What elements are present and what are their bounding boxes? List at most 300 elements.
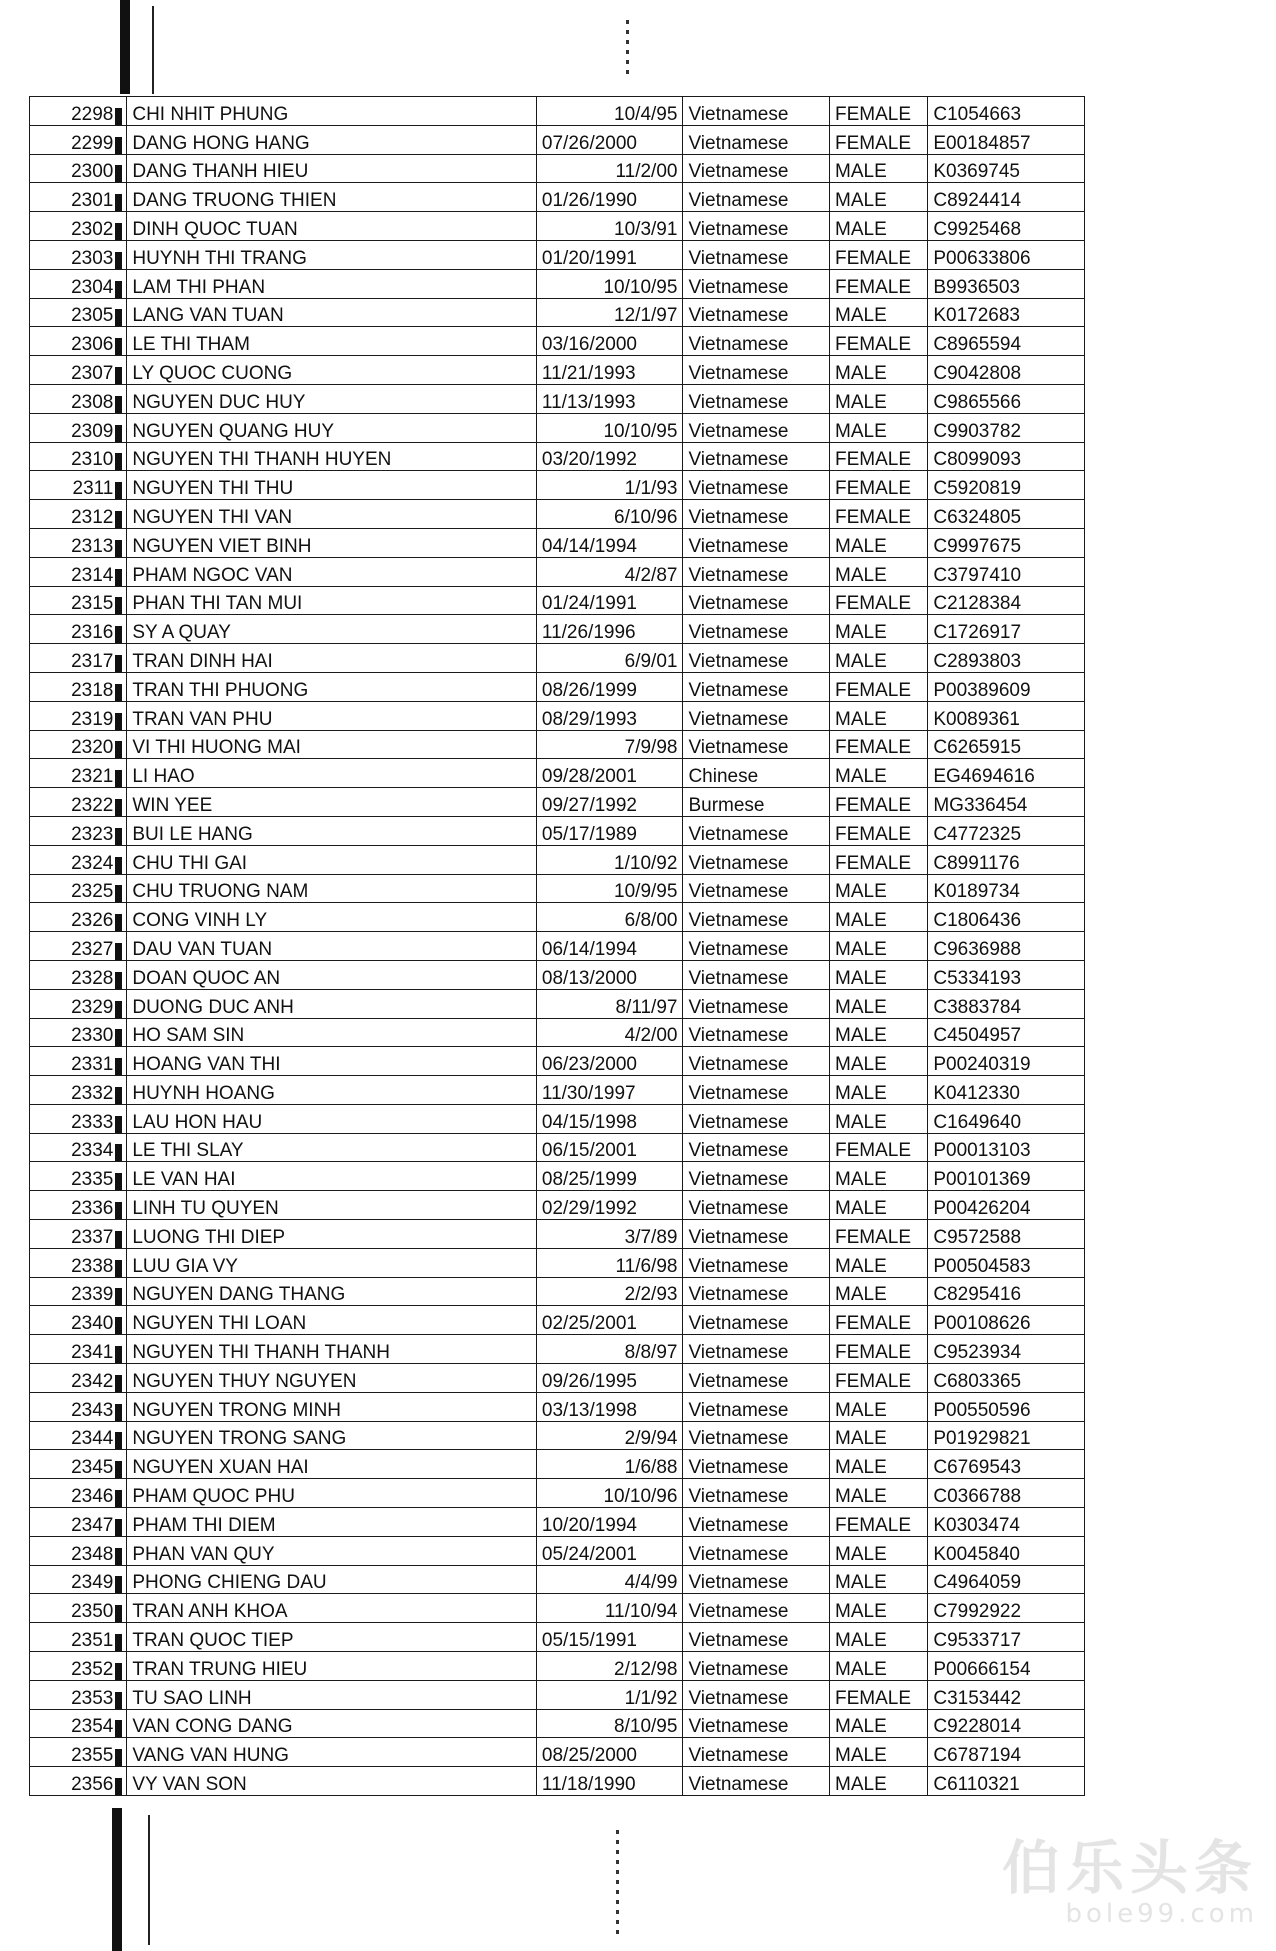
sex-cell: MALE: [830, 1479, 928, 1508]
nationality-cell: Vietnamese: [683, 1277, 830, 1306]
table-row: [30, 845, 1085, 874]
name-cell: NGUYEN QUANG HUY: [127, 413, 537, 442]
row-number-cell: [30, 730, 127, 759]
sex-cell: MALE: [830, 932, 928, 961]
table-row: [30, 154, 1085, 183]
row-number-cell: [30, 1248, 127, 1277]
dob-cell: 08/29/1993: [536, 701, 683, 730]
row-number-cell: [30, 845, 127, 874]
sex-cell: MALE: [830, 1594, 928, 1623]
row-number: 2335: [71, 1169, 114, 1191]
row-number: 2355: [71, 1745, 114, 1767]
table-row: [30, 125, 1085, 154]
redaction-mark: [115, 885, 122, 902]
row-number: 2299: [71, 132, 114, 154]
dob-cell: 09/28/2001: [536, 759, 683, 788]
table-row: [30, 1220, 1085, 1249]
dob-cell: 07/26/2000: [536, 125, 683, 154]
redaction-mark: [115, 194, 122, 211]
row-number-cell: [30, 874, 127, 903]
dob-cell: 6/8/00: [536, 903, 683, 932]
dob-cell: 10/10/95: [536, 413, 683, 442]
sex-cell: MALE: [830, 1248, 928, 1277]
name-cell: NGUYEN THI THANH THANH: [127, 1335, 537, 1364]
name-cell: PHAN VAN QUY: [127, 1536, 537, 1565]
dob-cell: 11/26/1996: [536, 615, 683, 644]
name-cell: DANG TRUONG THIEN: [127, 183, 537, 212]
row-number: 2320: [71, 737, 114, 759]
nationality-cell: Vietnamese: [683, 1421, 830, 1450]
table-row: [30, 1680, 1085, 1709]
table-row: [30, 1335, 1085, 1364]
passport-id-cell: C3797410: [928, 557, 1085, 586]
sex-cell: MALE: [830, 1536, 928, 1565]
row-number: 2356: [71, 1774, 114, 1796]
redaction-mark: [115, 857, 122, 874]
scan-dots-bottom: [616, 1830, 619, 1940]
nationality-cell: Vietnamese: [683, 528, 830, 557]
table-row: [30, 1508, 1085, 1537]
redaction-mark: [115, 1317, 122, 1334]
nationality-cell: Vietnamese: [683, 1508, 830, 1537]
passport-id-cell: P00633806: [928, 240, 1085, 269]
redaction-mark: [115, 482, 122, 499]
name-cell: LE VAN HAI: [127, 1162, 537, 1191]
redaction-mark: [115, 713, 122, 730]
table-row: [30, 586, 1085, 615]
row-number-cell: [30, 672, 127, 701]
dob-cell: 09/26/1995: [536, 1364, 683, 1393]
name-cell: NGUYEN DUC HUY: [127, 384, 537, 413]
row-number-cell: [30, 1565, 127, 1594]
name-cell: NGUYEN THI THANH HUYEN: [127, 442, 537, 471]
name-cell: LUU GIA VY: [127, 1248, 537, 1277]
table-row: [30, 1133, 1085, 1162]
table-row: [30, 1421, 1085, 1450]
row-number: 2298: [71, 103, 114, 125]
redaction-mark: [115, 1461, 122, 1478]
row-number-cell: [30, 1220, 127, 1249]
dob-cell: 06/15/2001: [536, 1133, 683, 1162]
table-row: [30, 1364, 1085, 1393]
sex-cell: MALE: [830, 1565, 928, 1594]
redaction-mark: [115, 1231, 122, 1248]
sex-cell: MALE: [830, 874, 928, 903]
dob-cell: 05/17/1989: [536, 816, 683, 845]
redaction-mark: [115, 1116, 122, 1133]
sex-cell: FEMALE: [830, 730, 928, 759]
row-number: 2337: [71, 1226, 114, 1248]
nationality-cell: Vietnamese: [683, 125, 830, 154]
redaction-mark: [115, 540, 122, 557]
row-number-cell: [30, 1479, 127, 1508]
name-cell: HUYNH HOANG: [127, 1076, 537, 1105]
name-cell: DINH QUOC TUAN: [127, 212, 537, 241]
row-number: 2353: [71, 1687, 114, 1709]
redaction-mark: [115, 1490, 122, 1507]
row-number-cell: [30, 903, 127, 932]
row-number-cell: [30, 1623, 127, 1652]
name-cell: LE THI SLAY: [127, 1133, 537, 1162]
dob-cell: 12/1/97: [536, 298, 683, 327]
row-number-cell: [30, 298, 127, 327]
row-number: 2303: [71, 247, 114, 269]
nationality-cell: Vietnamese: [683, 730, 830, 759]
name-cell: DOAN QUOC AN: [127, 960, 537, 989]
row-number: 2346: [71, 1486, 114, 1508]
table-row: [30, 1306, 1085, 1335]
redaction-mark: [115, 1634, 122, 1651]
row-number: 2311: [72, 478, 114, 500]
table-row: [30, 298, 1085, 327]
row-number-cell: [30, 471, 127, 500]
name-cell: DUONG DUC ANH: [127, 989, 537, 1018]
row-number-cell: [30, 1364, 127, 1393]
passport-id-cell: C9865566: [928, 384, 1085, 413]
sex-cell: MALE: [830, 644, 928, 673]
passport-id-cell: P01929821: [928, 1421, 1085, 1450]
nationality-cell: Vietnamese: [683, 384, 830, 413]
sex-cell: MALE: [830, 960, 928, 989]
dob-cell: 08/25/2000: [536, 1738, 683, 1767]
dob-cell: 06/23/2000: [536, 1047, 683, 1076]
nationality-cell: Vietnamese: [683, 212, 830, 241]
name-cell: PHAM NGOC VAN: [127, 557, 537, 586]
nationality-cell: Vietnamese: [683, 442, 830, 471]
sex-cell: FEMALE: [830, 1335, 928, 1364]
name-cell: HOANG VAN THI: [127, 1047, 537, 1076]
name-cell: TRAN QUOC TIEP: [127, 1623, 537, 1652]
redaction-mark: [115, 1548, 122, 1565]
passport-id-cell: C9228014: [928, 1709, 1085, 1738]
table-row: [30, 356, 1085, 385]
nationality-cell: Vietnamese: [683, 903, 830, 932]
nationality-cell: Vietnamese: [683, 413, 830, 442]
table-row: [30, 471, 1085, 500]
dob-cell: 11/18/1990: [536, 1767, 683, 1796]
row-number: 2319: [71, 708, 114, 730]
redaction-mark: [115, 338, 122, 355]
nationality-cell: Vietnamese: [683, 845, 830, 874]
row-number: 2341: [71, 1342, 114, 1364]
redaction-mark: [115, 165, 122, 182]
row-number: 2350: [71, 1601, 114, 1623]
redaction-mark: [115, 1346, 122, 1363]
table-row: [30, 442, 1085, 471]
redaction-mark: [115, 309, 122, 326]
passport-id-cell: C7992922: [928, 1594, 1085, 1623]
row-number: 2343: [71, 1399, 114, 1421]
redaction-mark: [115, 569, 122, 586]
table-row: [30, 932, 1085, 961]
passport-id-cell: C8965594: [928, 327, 1085, 356]
sex-cell: MALE: [830, 1076, 928, 1105]
dob-cell: 11/2/00: [536, 154, 683, 183]
dob-cell: 01/24/1991: [536, 586, 683, 615]
dob-cell: 01/26/1990: [536, 183, 683, 212]
dob-cell: 03/13/1998: [536, 1392, 683, 1421]
dob-cell: 11/30/1997: [536, 1076, 683, 1105]
name-cell: PHAN THI TAN MUI: [127, 586, 537, 615]
name-cell: SY A QUAY: [127, 615, 537, 644]
nationality-cell: Vietnamese: [683, 1248, 830, 1277]
name-cell: BUI LE HANG: [127, 816, 537, 845]
row-number-cell: [30, 1680, 127, 1709]
sex-cell: MALE: [830, 1623, 928, 1652]
table-row: [30, 960, 1085, 989]
row-number-cell: [30, 212, 127, 241]
nationality-cell: Vietnamese: [683, 586, 830, 615]
sex-cell: FEMALE: [830, 125, 928, 154]
row-number: 2334: [71, 1140, 114, 1162]
redaction-mark: [115, 770, 122, 787]
dob-cell: 6/10/96: [536, 500, 683, 529]
row-number-cell: [30, 1076, 127, 1105]
sex-cell: MALE: [830, 356, 928, 385]
row-number-cell: [30, 1450, 127, 1479]
redaction-mark: [115, 1692, 122, 1709]
row-number-cell: [30, 816, 127, 845]
row-number: 2304: [71, 276, 114, 298]
table-row: [30, 701, 1085, 730]
row-number: 2328: [71, 967, 114, 989]
redaction-mark: [115, 943, 122, 960]
redaction-mark: [115, 1260, 122, 1277]
dob-cell: 7/9/98: [536, 730, 683, 759]
dob-cell: 09/27/1992: [536, 788, 683, 817]
row-number: 2342: [71, 1370, 114, 1392]
name-cell: TU SAO LINH: [127, 1680, 537, 1709]
redaction-mark: [115, 1058, 122, 1075]
row-number: 2325: [71, 881, 114, 903]
row-number: 2326: [71, 910, 114, 932]
row-number-cell: [30, 125, 127, 154]
sex-cell: FEMALE: [830, 471, 928, 500]
row-number-cell: [30, 384, 127, 413]
name-cell: TRAN ANH KHOA: [127, 1594, 537, 1623]
passenger-roster-table: [29, 96, 1085, 1796]
row-number-cell: [30, 586, 127, 615]
nationality-cell: Vietnamese: [683, 1450, 830, 1479]
row-number: 2308: [71, 391, 114, 413]
nationality-cell: Vietnamese: [683, 1306, 830, 1335]
row-number-cell: [30, 1191, 127, 1220]
redaction-mark: [115, 1404, 122, 1421]
sex-cell: FEMALE: [830, 788, 928, 817]
sex-cell: MALE: [830, 1709, 928, 1738]
row-number: 2336: [71, 1198, 114, 1220]
nationality-cell: Vietnamese: [683, 557, 830, 586]
passport-id-cell: C8991176: [928, 845, 1085, 874]
name-cell: VI THI HUONG MAI: [127, 730, 537, 759]
name-cell: LI HAO: [127, 759, 537, 788]
row-number-cell: [30, 183, 127, 212]
passport-id-cell: C9572588: [928, 1220, 1085, 1249]
name-cell: TRAN DINH HAI: [127, 644, 537, 673]
dob-cell: 11/10/94: [536, 1594, 683, 1623]
row-number-cell: [30, 1738, 127, 1767]
name-cell: NGUYEN TRONG SANG: [127, 1421, 537, 1450]
row-number-cell: [30, 1306, 127, 1335]
row-number-cell: [30, 327, 127, 356]
name-cell: TRAN THI PHUONG: [127, 672, 537, 701]
nationality-cell: Vietnamese: [683, 1220, 830, 1249]
dob-cell: 10/20/1994: [536, 1508, 683, 1537]
row-number: 2344: [71, 1428, 114, 1450]
nationality-cell: Vietnamese: [683, 1364, 830, 1393]
row-number-cell: [30, 701, 127, 730]
name-cell: DANG HONG HANG: [127, 125, 537, 154]
passport-id-cell: K0045840: [928, 1536, 1085, 1565]
table-row: [30, 183, 1085, 212]
row-number: 2329: [71, 996, 114, 1018]
table-row: [30, 1709, 1085, 1738]
dob-cell: 10/3/91: [536, 212, 683, 241]
nationality-cell: Vietnamese: [683, 1767, 830, 1796]
name-cell: NGUYEN THI THU: [127, 471, 537, 500]
dob-cell: 8/10/95: [536, 1709, 683, 1738]
row-number: 2315: [71, 593, 114, 615]
name-cell: VANG VAN HUNG: [127, 1738, 537, 1767]
passport-id-cell: P00240319: [928, 1047, 1085, 1076]
table-row: [30, 327, 1085, 356]
table-row: [30, 500, 1085, 529]
redaction-mark: [115, 1375, 122, 1392]
passport-id-cell: B9936503: [928, 269, 1085, 298]
redaction-mark: [115, 281, 122, 298]
passport-id-cell: K0369745: [928, 154, 1085, 183]
passport-id-cell: P00108626: [928, 1306, 1085, 1335]
row-number: 2338: [71, 1255, 114, 1277]
dob-cell: 01/20/1991: [536, 240, 683, 269]
nationality-cell: Vietnamese: [683, 960, 830, 989]
sex-cell: MALE: [830, 1162, 928, 1191]
redaction-mark: [115, 1288, 122, 1305]
nationality-cell: Vietnamese: [683, 240, 830, 269]
dob-cell: 03/16/2000: [536, 327, 683, 356]
name-cell: NGUYEN THI VAN: [127, 500, 537, 529]
dob-cell: 8/8/97: [536, 1335, 683, 1364]
row-number-cell: [30, 442, 127, 471]
nationality-cell: Vietnamese: [683, 1392, 830, 1421]
dob-cell: 1/10/92: [536, 845, 683, 874]
passport-id-cell: C0366788: [928, 1479, 1085, 1508]
table-row: [30, 1248, 1085, 1277]
dob-cell: 4/2/00: [536, 1018, 683, 1047]
table-row: [30, 413, 1085, 442]
row-number: 2307: [71, 362, 114, 384]
passport-id-cell: C9636988: [928, 932, 1085, 961]
row-number-cell: [30, 960, 127, 989]
row-number-cell: [30, 154, 127, 183]
watermark: [1001, 1833, 1258, 1930]
redaction-mark: [115, 1749, 122, 1766]
passport-id-cell: C1054663: [928, 97, 1085, 126]
table-row: [30, 1277, 1085, 1306]
row-number-cell: [30, 557, 127, 586]
dob-cell: 2/2/93: [536, 1277, 683, 1306]
passport-id-cell: C6265915: [928, 730, 1085, 759]
passport-id-cell: P00426204: [928, 1191, 1085, 1220]
name-cell: NGUYEN VIET BINH: [127, 528, 537, 557]
dob-cell: 11/6/98: [536, 1248, 683, 1277]
passport-id-cell: C1726917: [928, 615, 1085, 644]
redaction-mark: [115, 1144, 122, 1161]
row-number-cell: [30, 1709, 127, 1738]
redaction-mark: [115, 511, 122, 528]
row-number-cell: [30, 1133, 127, 1162]
passport-id-cell: MG336454: [928, 788, 1085, 817]
nationality-cell: Vietnamese: [683, 1076, 830, 1105]
table-row: [30, 1623, 1085, 1652]
dob-cell: 10/4/95: [536, 97, 683, 126]
passport-id-cell: C2128384: [928, 586, 1085, 615]
dob-cell: 03/20/1992: [536, 442, 683, 471]
nationality-cell: Vietnamese: [683, 1536, 830, 1565]
table-row: [30, 816, 1085, 845]
row-number-cell: [30, 932, 127, 961]
name-cell: CHU THI GAI: [127, 845, 537, 874]
nationality-cell: Burmese: [683, 788, 830, 817]
row-number: 2323: [71, 823, 114, 845]
sex-cell: MALE: [830, 989, 928, 1018]
row-number: 2302: [71, 218, 114, 240]
row-number-cell: [30, 500, 127, 529]
sex-cell: FEMALE: [830, 672, 928, 701]
passport-id-cell: C2893803: [928, 644, 1085, 673]
dob-cell: 04/14/1994: [536, 528, 683, 557]
passport-id-cell: K0089361: [928, 701, 1085, 730]
nationality-cell: Vietnamese: [683, 989, 830, 1018]
nationality-cell: Vietnamese: [683, 1047, 830, 1076]
passport-id-cell: C9997675: [928, 528, 1085, 557]
passport-id-cell: C8924414: [928, 183, 1085, 212]
passport-id-cell: C9925468: [928, 212, 1085, 241]
row-number: 2314: [71, 564, 114, 586]
passport-id-cell: C3883784: [928, 989, 1085, 1018]
redaction-mark: [115, 1720, 122, 1737]
redaction-mark: [115, 396, 122, 413]
name-cell: LE THI THAM: [127, 327, 537, 356]
sex-cell: MALE: [830, 701, 928, 730]
table-row: [30, 1191, 1085, 1220]
table-row: [30, 269, 1085, 298]
redaction-mark: [115, 972, 122, 989]
dob-cell: 1/1/93: [536, 471, 683, 500]
redaction-mark: [115, 1778, 122, 1795]
redaction-mark: [115, 1202, 122, 1219]
nationality-cell: Chinese: [683, 759, 830, 788]
row-number: 2340: [71, 1313, 114, 1335]
table-row: [30, 672, 1085, 701]
table-row: [30, 730, 1085, 759]
name-cell: PHAM QUOC PHU: [127, 1479, 537, 1508]
redaction-mark: [115, 799, 122, 816]
nationality-cell: Vietnamese: [683, 701, 830, 730]
nationality-cell: Vietnamese: [683, 1191, 830, 1220]
dob-cell: 04/15/1998: [536, 1104, 683, 1133]
dob-cell: 08/25/1999: [536, 1162, 683, 1191]
row-number-cell: [30, 1104, 127, 1133]
name-cell: LINH TU QUYEN: [127, 1191, 537, 1220]
sex-cell: FEMALE: [830, 327, 928, 356]
table-row: [30, 874, 1085, 903]
passport-id-cell: P00550596: [928, 1392, 1085, 1421]
table-row: [30, 1536, 1085, 1565]
passport-id-cell: C3153442: [928, 1680, 1085, 1709]
row-number-cell: [30, 615, 127, 644]
row-number: 2318: [71, 679, 114, 701]
